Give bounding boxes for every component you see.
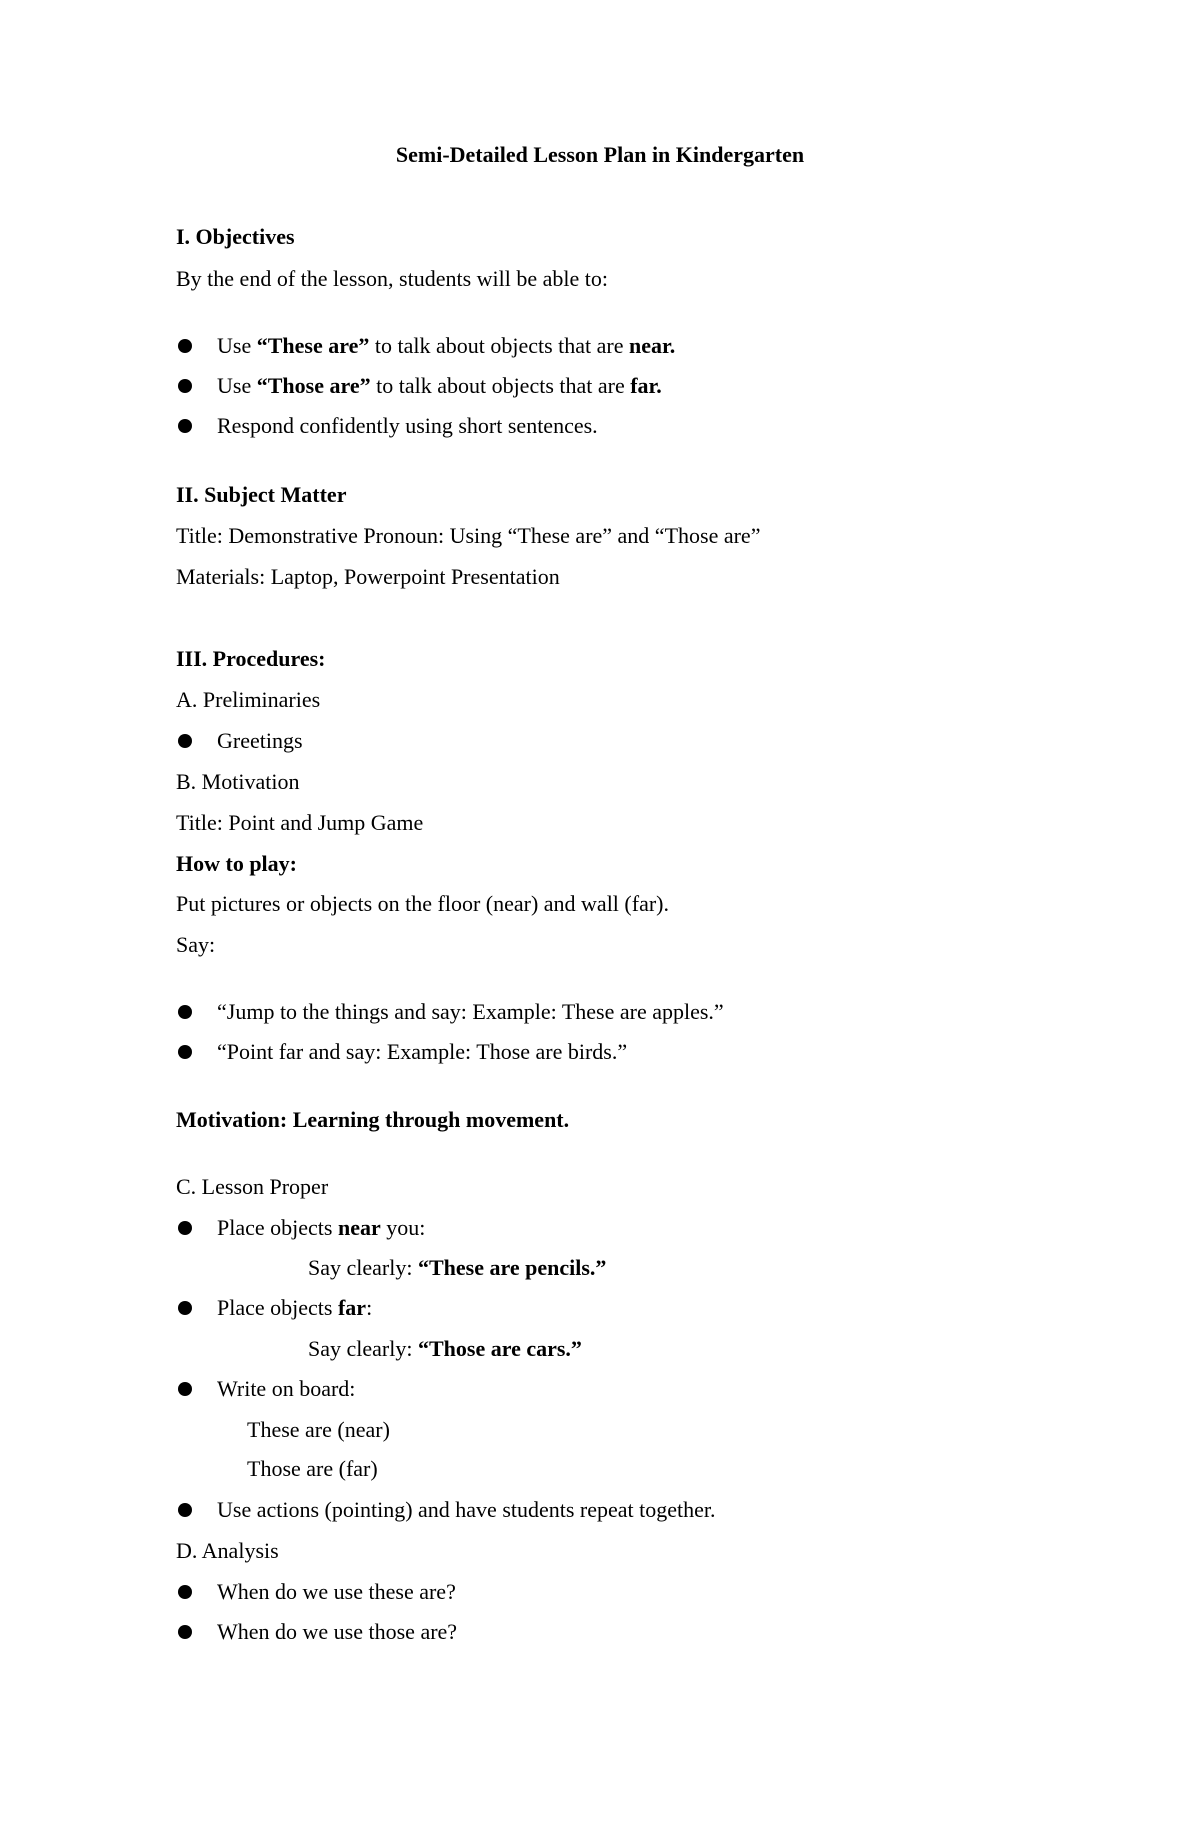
motivation-note: Motivation: Learning through movement.: [176, 1107, 570, 1132]
section-b-label: B. Motivation: [176, 769, 300, 794]
list-item: Write on board:: [217, 1376, 356, 1401]
list-item: When do we use those are?: [217, 1619, 458, 1644]
bullet-icon: [178, 1005, 192, 1019]
list-item: Place objects near you:: [217, 1215, 426, 1240]
objectives-intro: By the end of the lesson, students will be able to:: [176, 266, 608, 291]
subject-matter-heading: II. Subject Matter: [176, 482, 347, 507]
list-item: Use actions (pointing) and have students repeat together.: [217, 1497, 716, 1522]
subject-title-line: Title: Demonstrative Pronoun: Using “These are” and “Those are”: [176, 523, 761, 548]
bullet-icon: [178, 734, 192, 748]
bullet-icon: [178, 1301, 192, 1315]
bullet-icon: [178, 1221, 192, 1235]
materials-line: Materials: Laptop, Powerpoint Presentation: [176, 564, 560, 589]
objective-item: Use “These are” to talk about objects that are near.: [217, 333, 676, 358]
bullet-icon: [178, 1045, 192, 1059]
list-item: “Point far and say: Example: Those are birds.”: [217, 1039, 628, 1064]
bullet-icon: [178, 339, 192, 353]
bullet-icon: [178, 379, 192, 393]
section-a-label: A. Preliminaries: [176, 687, 321, 712]
bullet-icon: [178, 1503, 192, 1517]
list-item: Place objects far:: [217, 1295, 373, 1320]
board-line: These are (near): [247, 1417, 390, 1442]
objectives-heading: I. Objectives: [176, 224, 295, 249]
list-item: “Jump to the things and say: Example: These are apples.”: [217, 999, 724, 1024]
bullet-icon: [178, 419, 192, 433]
bullet-icon: [178, 1382, 192, 1396]
procedures-heading: III. Procedures:: [176, 646, 326, 671]
page-title: Semi-Detailed Lesson Plan in Kindergarten: [395, 142, 805, 167]
bullet-icon: [178, 1625, 192, 1639]
section-c-label: C. Lesson Proper: [176, 1174, 329, 1199]
motivation-title: Title: Point and Jump Game: [176, 810, 424, 835]
objective-item: Use “Those are” to talk about objects that are far.: [217, 373, 662, 398]
section-d-label: D. Analysis: [176, 1538, 279, 1563]
list-item: Greetings: [217, 728, 303, 753]
say-clearly-line: Say clearly: “These are pencils.”: [308, 1255, 607, 1280]
say-clearly-line: Say clearly: “Those are cars.”: [308, 1336, 582, 1361]
how-to-play-text: Put pictures or objects on the floor (near) and wall (far).: [176, 891, 669, 916]
say-label: Say:: [176, 932, 216, 957]
board-line: Those are (far): [247, 1456, 378, 1481]
list-item: When do we use these are?: [217, 1579, 456, 1604]
how-to-play-heading: How to play:: [176, 851, 297, 876]
bullet-icon: [178, 1585, 192, 1599]
objective-item: Respond confidently using short sentences.: [217, 413, 598, 438]
